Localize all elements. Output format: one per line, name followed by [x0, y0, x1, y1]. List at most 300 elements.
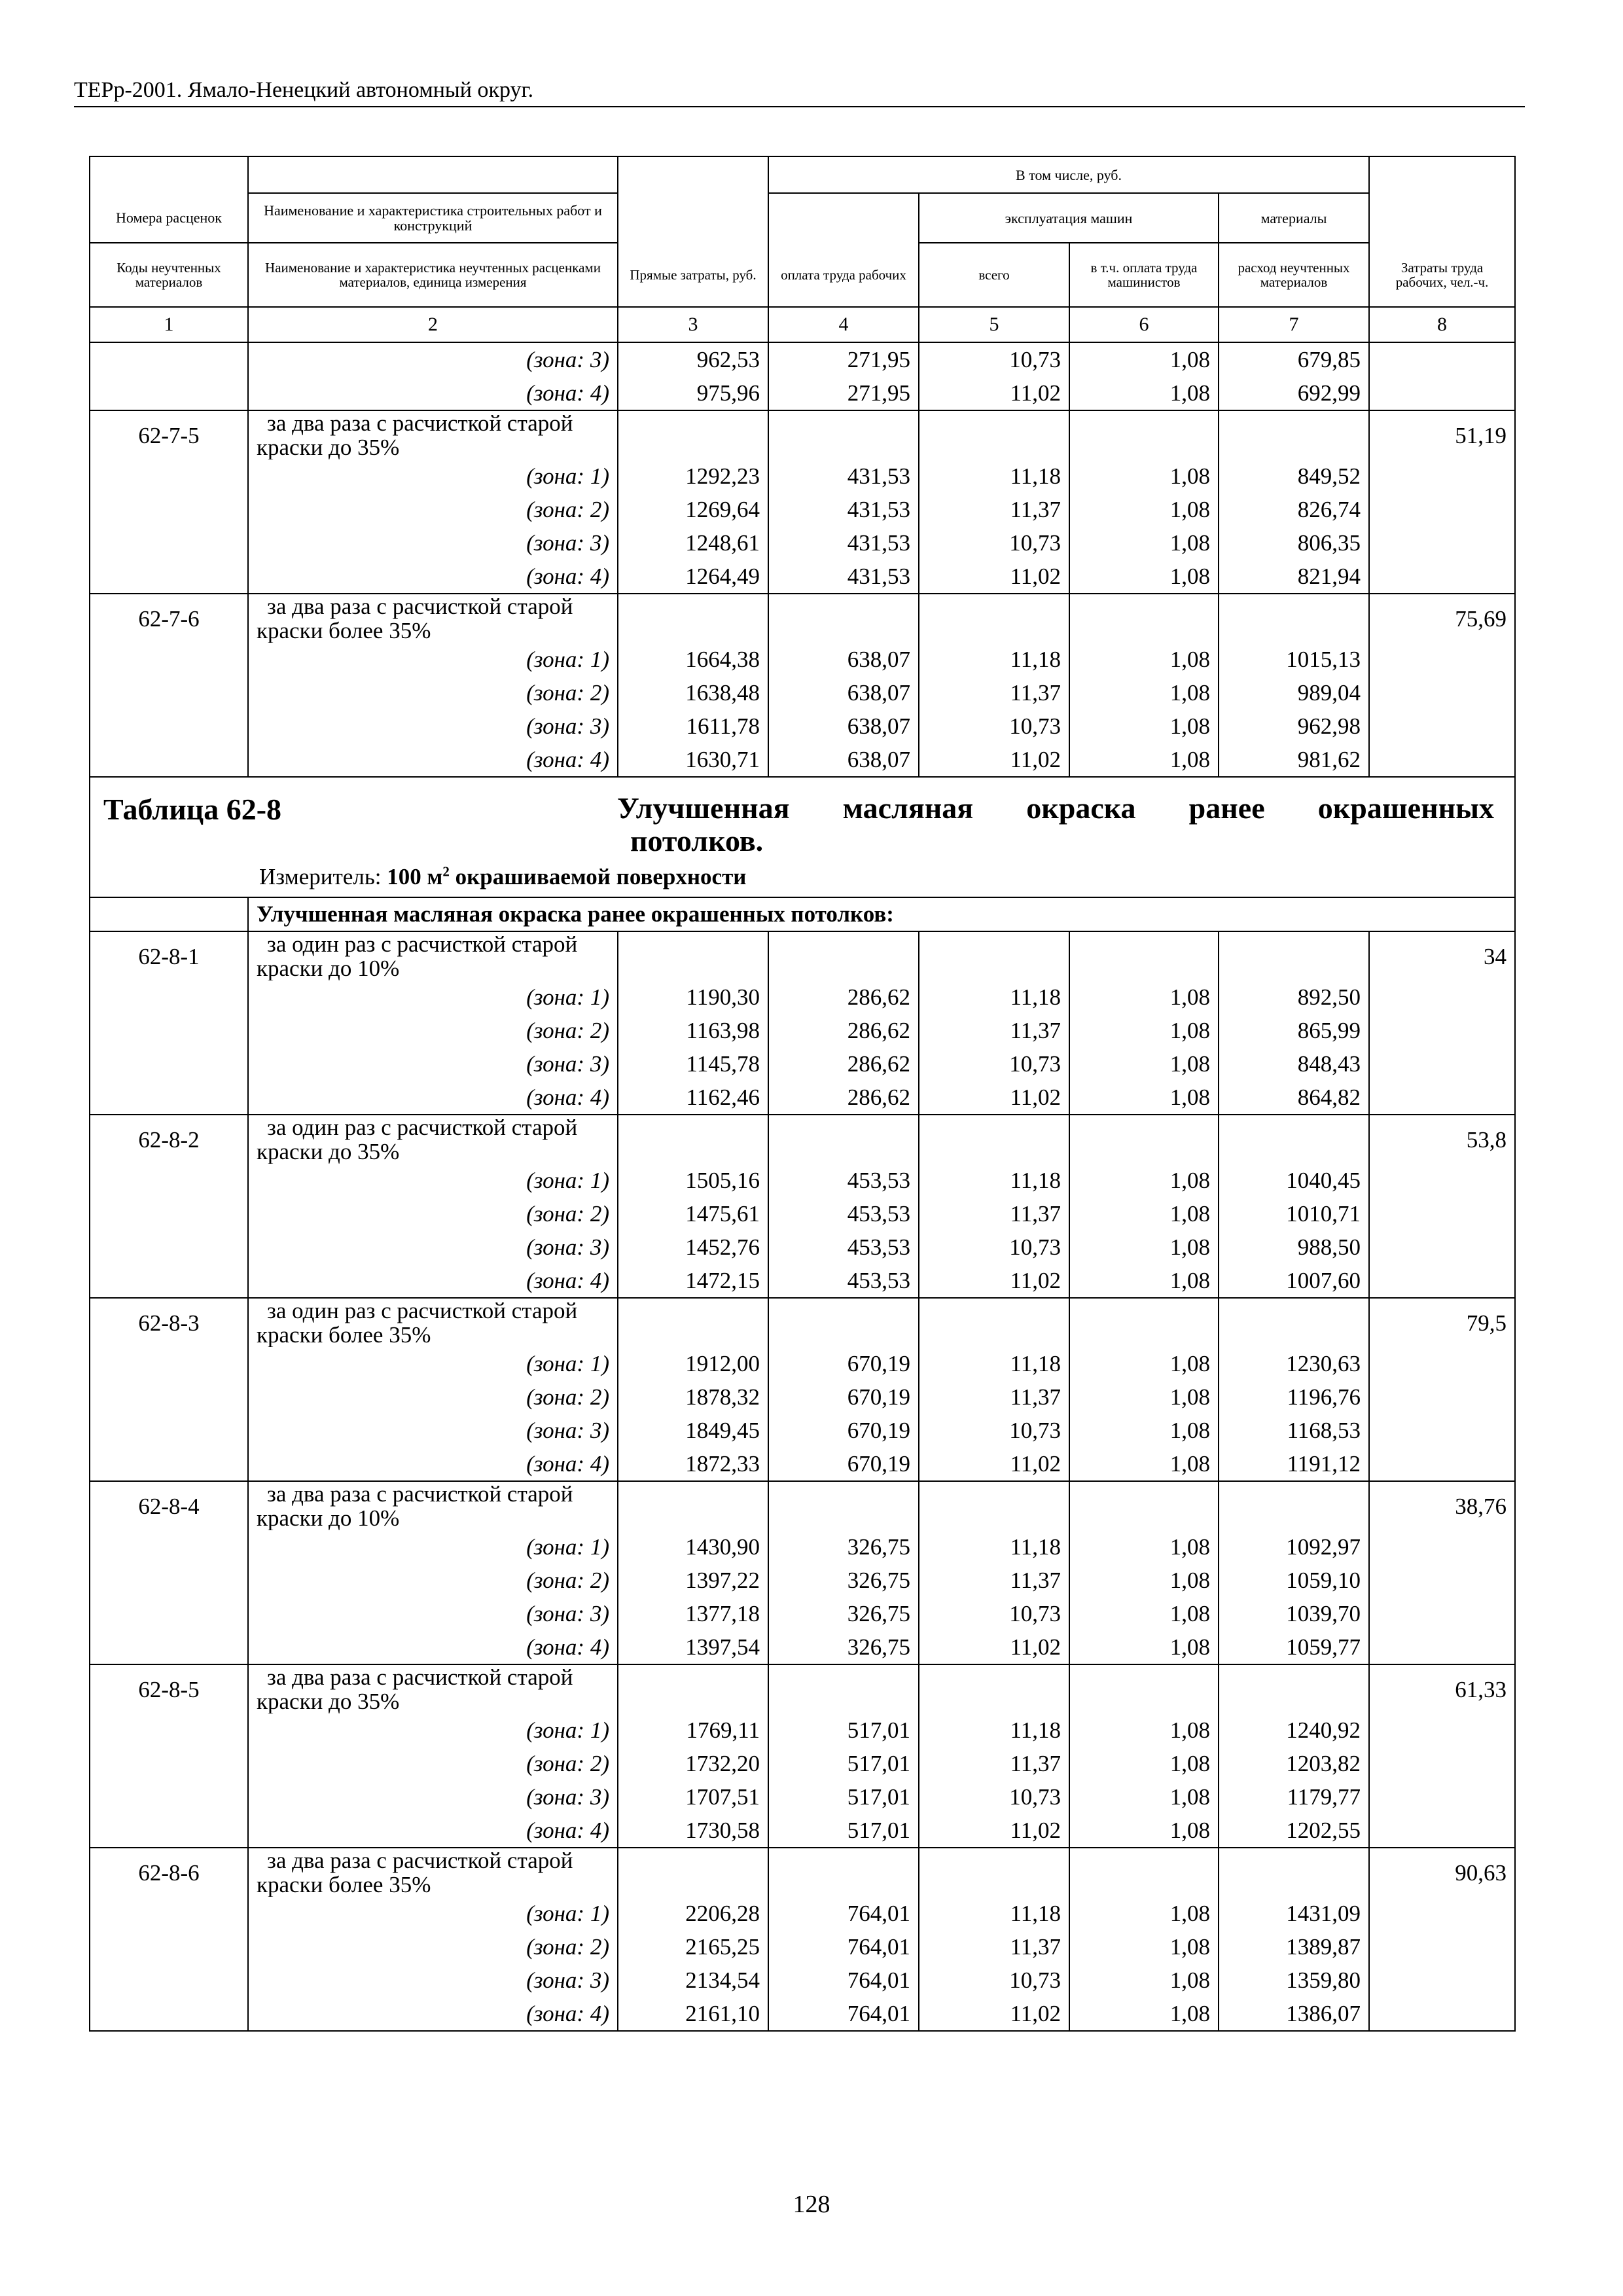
code-cell-empty: [90, 376, 248, 410]
value-cell: 11,02: [919, 1814, 1069, 1848]
rate-row: [90, 1298, 1515, 1347]
table-row: [90, 1081, 1515, 1115]
rate-row: [90, 410, 1515, 459]
table-row: [90, 526, 1515, 560]
labor-cell-empty: [1369, 1630, 1515, 1664]
value-cell-empty: [1219, 1115, 1369, 1164]
value-cell: 1,08: [1069, 1630, 1219, 1664]
value-cell: 1630,71: [618, 743, 768, 777]
value-cell: 10,73: [919, 1964, 1069, 1997]
code-cell-empty: [90, 1930, 248, 1964]
code-cell-empty: [90, 1081, 248, 1115]
value-cell: 821,94: [1219, 560, 1369, 594]
value-cell: 849,52: [1219, 459, 1369, 493]
zone-label: (зона: 1): [248, 1713, 618, 1747]
value-cell: 864,82: [1219, 1081, 1369, 1115]
column-number: 7: [1219, 307, 1369, 342]
value-cell: 1475,61: [618, 1197, 768, 1230]
value-cell: 11,37: [919, 1747, 1069, 1780]
value-cell-empty: [1069, 594, 1219, 643]
value-cell: 326,75: [768, 1530, 919, 1564]
header-rate-numbers: Номера расценок: [90, 193, 248, 243]
rate-description: [248, 594, 618, 643]
value-cell-empty: [618, 1664, 768, 1713]
zone-label: (зона: 1): [248, 1347, 618, 1380]
value-cell: 1190,30: [618, 980, 768, 1014]
zone-label: (зона: 3): [248, 709, 618, 743]
value-cell: 1,08: [1069, 1447, 1219, 1481]
section-heading-row: [90, 897, 1515, 931]
value-cell: 453,53: [768, 1197, 919, 1230]
value-cell-empty: [618, 594, 768, 643]
zone-label: (зона: 1): [248, 980, 618, 1014]
value-cell: 1292,23: [618, 459, 768, 493]
zone-label: (зона: 2): [248, 1197, 618, 1230]
value-cell-empty: [1069, 1848, 1219, 1897]
value-cell: 453,53: [768, 1164, 919, 1197]
value-cell: 271,95: [768, 376, 919, 410]
value-cell-empty: [1219, 1664, 1369, 1713]
column-number: 1: [90, 307, 248, 342]
value-cell: 286,62: [768, 1047, 919, 1081]
code-cell-empty: [90, 1530, 248, 1564]
zone-label: (зона: 1): [248, 459, 618, 493]
zone-label: (зона: 3): [248, 1597, 618, 1630]
value-cell-empty: [919, 1481, 1069, 1530]
value-cell: 988,50: [1219, 1230, 1369, 1264]
labor-cell-empty: [1369, 676, 1515, 709]
value-cell: 1202,55: [1219, 1814, 1369, 1848]
header-cell-empty: [618, 156, 768, 193]
labor-costs-value: 61,33: [1369, 1664, 1515, 1713]
value-cell: 1248,61: [618, 526, 768, 560]
value-cell: 1196,76: [1219, 1380, 1369, 1414]
code-cell-empty: [90, 980, 248, 1014]
value-cell: 2206,28: [618, 1897, 768, 1930]
labor-cell-empty: [1369, 1047, 1515, 1081]
code-cell-empty: [90, 1713, 248, 1747]
value-cell: 11,18: [919, 643, 1069, 676]
labor-cell-empty: [1369, 1597, 1515, 1630]
value-cell: 11,02: [919, 1447, 1069, 1481]
table-row: [90, 1597, 1515, 1630]
value-cell: 1203,82: [1219, 1747, 1369, 1780]
value-cell: 1,08: [1069, 1564, 1219, 1597]
zone-label: (зона: 3): [248, 1964, 618, 1997]
value-cell-empty: [618, 1115, 768, 1164]
labor-cell-empty: [1369, 1564, 1515, 1597]
rate-code: 62-8-2: [90, 1115, 248, 1164]
value-cell: 1,08: [1069, 493, 1219, 526]
value-cell: 638,07: [768, 676, 919, 709]
value-cell: 517,01: [768, 1780, 919, 1814]
value-cell: 453,53: [768, 1264, 919, 1298]
rate-description: [248, 410, 618, 459]
value-cell: 1240,92: [1219, 1713, 1369, 1747]
value-cell: 1,08: [1069, 1380, 1219, 1414]
table-row: [90, 1164, 1515, 1197]
value-cell: 670,19: [768, 1380, 919, 1414]
value-cell-empty: [919, 1298, 1069, 1347]
value-cell: 11,18: [919, 980, 1069, 1014]
zone-label: (зона: 4): [248, 1447, 618, 1481]
table-row: [90, 709, 1515, 743]
labor-cell-empty: [1369, 1930, 1515, 1964]
zone-label: (зона: 2): [248, 676, 618, 709]
table-row: [90, 1930, 1515, 1964]
column-number: 2: [248, 307, 618, 342]
code-cell-empty: [90, 1164, 248, 1197]
value-cell: 981,62: [1219, 743, 1369, 777]
zone-label: (зона: 4): [248, 743, 618, 777]
value-cell: 517,01: [768, 1814, 919, 1848]
table-description-continued: потолков.: [630, 824, 764, 857]
value-cell-empty: [1219, 594, 1369, 643]
table-row: [90, 643, 1515, 676]
header-cell-empty: [618, 193, 768, 243]
table-row: [90, 743, 1515, 777]
table-row: [90, 1347, 1515, 1380]
labor-cell-empty: [1369, 1380, 1515, 1414]
labor-cell-empty: [1369, 1164, 1515, 1197]
value-cell: 764,01: [768, 1930, 919, 1964]
table-row: [90, 676, 1515, 709]
rate-row: [90, 1848, 1515, 1897]
code-cell-empty: [90, 1380, 248, 1414]
labor-cell-empty: [1369, 1230, 1515, 1264]
table-row: [90, 1780, 1515, 1814]
value-cell: 1,08: [1069, 1081, 1219, 1115]
value-cell: 638,07: [768, 709, 919, 743]
code-cell-empty: [90, 1230, 248, 1264]
code-cell-empty: [90, 643, 248, 676]
header-in-total: В том числе, руб.: [768, 156, 1369, 193]
table-row: [90, 1897, 1515, 1930]
value-cell: 1,08: [1069, 526, 1219, 560]
zone-label: (зона: 4): [248, 1630, 618, 1664]
labor-costs-value: 34: [1369, 931, 1515, 980]
value-cell: 1,08: [1069, 743, 1219, 777]
value-cell: 11,37: [919, 1197, 1069, 1230]
labor-cell-empty: [1369, 1347, 1515, 1380]
value-cell: 326,75: [768, 1597, 919, 1630]
value-cell: 1,08: [1069, 709, 1219, 743]
table-row: [90, 1047, 1515, 1081]
table-row: [90, 493, 1515, 526]
value-cell: 453,53: [768, 1230, 919, 1264]
value-cell: 11,37: [919, 1380, 1069, 1414]
value-cell: 679,85: [1219, 342, 1369, 376]
value-cell: 1,08: [1069, 459, 1219, 493]
table-row: [90, 1197, 1515, 1230]
value-cell: 1,08: [1069, 1597, 1219, 1630]
value-cell: 1472,15: [618, 1264, 768, 1298]
table-row: [90, 1713, 1515, 1747]
value-cell-empty: [1069, 1298, 1219, 1347]
header-rule: [74, 106, 1525, 107]
labor-cell-empty: [1369, 1713, 1515, 1747]
value-cell: 1,08: [1069, 1964, 1219, 1997]
header-material-name: Наименование и характеристика неучтенных расценками материалов, единица измерения: [248, 243, 618, 307]
value-cell: 10,73: [919, 342, 1069, 376]
value-cell: 1059,77: [1219, 1630, 1369, 1664]
value-cell: 1007,60: [1219, 1264, 1369, 1298]
value-cell: 431,53: [768, 493, 919, 526]
value-cell: 326,75: [768, 1564, 919, 1597]
zone-label: (зона: 4): [248, 376, 618, 410]
value-cell: 1040,45: [1219, 1164, 1369, 1197]
value-cell: 1059,10: [1219, 1564, 1369, 1597]
value-cell: 638,07: [768, 643, 919, 676]
value-cell: 11,18: [919, 1530, 1069, 1564]
rate-description-line: за один раз с расчисткой старой: [267, 1115, 578, 1140]
value-cell-empty: [1069, 1481, 1219, 1530]
rate-description: [248, 1115, 618, 1164]
rate-row: [90, 931, 1515, 980]
value-cell: 1377,18: [618, 1597, 768, 1630]
value-cell: 10,73: [919, 1230, 1069, 1264]
value-cell-empty: [618, 1481, 768, 1530]
value-cell: 1,08: [1069, 1747, 1219, 1780]
labor-cell-empty: [1369, 459, 1515, 493]
labor-cell-empty: [1369, 1414, 1515, 1447]
value-cell: 11,02: [919, 1997, 1069, 2031]
table-row: [90, 1447, 1515, 1481]
rate-description: [248, 931, 618, 980]
value-cell: 431,53: [768, 560, 919, 594]
column-number: 6: [1069, 307, 1219, 342]
zone-label: (зона: 3): [248, 1414, 618, 1447]
value-cell: 1,08: [1069, 1897, 1219, 1930]
code-cell-empty: [90, 493, 248, 526]
value-cell: 10,73: [919, 709, 1069, 743]
labor-cell-empty: [1369, 709, 1515, 743]
zone-label: (зона: 3): [248, 1780, 618, 1814]
rate-row: [90, 1115, 1515, 1164]
value-cell: 11,02: [919, 1081, 1069, 1115]
value-cell: 10,73: [919, 1597, 1069, 1630]
value-cell: 2161,10: [618, 1997, 768, 2031]
labor-cell-empty: [1369, 1197, 1515, 1230]
zone-label: (зона: 2): [248, 1747, 618, 1780]
labor-costs-value: 79,5: [1369, 1298, 1515, 1347]
rates-table: [89, 156, 1516, 2032]
labor-cell-empty: [1369, 1814, 1515, 1848]
zone-label: (зона: 4): [248, 1814, 618, 1848]
value-cell-empty: [768, 931, 919, 980]
header-machines: эксплуатация машин: [919, 193, 1219, 243]
measure-value: [387, 864, 746, 889]
table-row: [90, 1014, 1515, 1047]
value-cell: 806,35: [1219, 526, 1369, 560]
header-unaccounted-materials: расход неучтенных материалов: [1219, 243, 1369, 307]
code-cell-empty: [90, 342, 248, 376]
rate-code: 62-8-1: [90, 931, 248, 980]
rate-code: 62-8-4: [90, 1481, 248, 1530]
table-description: Улучшенная масляная окраска ранее окрашенных: [617, 791, 1494, 825]
value-cell-empty: [768, 1848, 919, 1897]
code-cell-empty: [90, 1447, 248, 1481]
labor-costs-value: 53,8: [1369, 1115, 1515, 1164]
rate-description-line: краски до 10%: [257, 956, 400, 980]
value-cell: 1,08: [1069, 1047, 1219, 1081]
value-cell: 10,73: [919, 526, 1069, 560]
value-cell-empty: [768, 1115, 919, 1164]
labor-cell-empty: [1369, 1747, 1515, 1780]
header-material-codes: Коды неучтенных материалов: [90, 243, 248, 307]
code-cell-empty: [90, 1814, 248, 1848]
value-cell: 11,37: [919, 1564, 1069, 1597]
page-number: 128: [793, 2191, 830, 2218]
value-cell: 10,73: [919, 1780, 1069, 1814]
zone-label: (зона: 3): [248, 342, 618, 376]
table-name: Таблица 62-8: [103, 793, 282, 826]
zone-label: (зона: 3): [248, 526, 618, 560]
column-number: 8: [1369, 307, 1515, 342]
value-cell-empty: [768, 1298, 919, 1347]
labor-cell-empty: [1369, 560, 1515, 594]
code-cell-empty: [90, 1014, 248, 1047]
value-cell: 431,53: [768, 459, 919, 493]
value-cell-empty: [1069, 410, 1219, 459]
labor-cell-empty: [1369, 1780, 1515, 1814]
value-cell: 326,75: [768, 1630, 919, 1664]
table-row: [90, 1264, 1515, 1298]
value-cell: 1269,64: [618, 493, 768, 526]
code-cell-empty: [90, 1964, 248, 1997]
table-row: [90, 1564, 1515, 1597]
labor-cell-empty: [1369, 1264, 1515, 1298]
value-cell: 1039,70: [1219, 1597, 1369, 1630]
value-cell: 1611,78: [618, 709, 768, 743]
value-cell: 826,74: [1219, 493, 1369, 526]
rate-description-line: за один раз с расчисткой старой: [267, 931, 578, 957]
value-cell: 11,02: [919, 1630, 1069, 1664]
value-cell: 1730,58: [618, 1814, 768, 1848]
value-cell-empty: [1219, 1481, 1369, 1530]
value-cell: 1431,09: [1219, 1897, 1369, 1930]
table-row: [90, 980, 1515, 1014]
labor-costs-value: 38,76: [1369, 1481, 1515, 1530]
zone-label: (зона: 4): [248, 1081, 618, 1115]
value-cell: 1386,07: [1219, 1997, 1369, 2031]
value-cell: 11,02: [919, 1264, 1069, 1298]
labor-costs-value: 75,69: [1369, 594, 1515, 643]
rate-description: [248, 1481, 618, 1530]
table-row: [90, 560, 1515, 594]
value-cell: 1849,45: [618, 1414, 768, 1447]
code-cell-empty: [90, 709, 248, 743]
value-cell: 286,62: [768, 980, 919, 1014]
value-cell: 1230,63: [1219, 1347, 1369, 1380]
value-cell: 989,04: [1219, 676, 1369, 709]
labor-cell-empty: [1369, 493, 1515, 526]
header-worker-pay: оплата труда рабочих: [768, 243, 919, 307]
labor-cell-empty: [1369, 1081, 1515, 1115]
value-cell: 1638,48: [618, 676, 768, 709]
value-cell: 517,01: [768, 1713, 919, 1747]
rate-description: [248, 1664, 618, 1713]
rate-row: [90, 1664, 1515, 1713]
rate-description-line: краски до 35%: [257, 1139, 400, 1164]
value-cell: 11,02: [919, 560, 1069, 594]
value-cell: 1,08: [1069, 1530, 1219, 1564]
value-cell-empty: [919, 1664, 1069, 1713]
table-title-row: [90, 777, 1515, 897]
value-cell-empty: [1219, 931, 1369, 980]
measure-prefix: Измеритель:: [259, 864, 382, 889]
rate-code: 62-8-6: [90, 1848, 248, 1897]
column-number: 4: [768, 307, 919, 342]
labor-cell-empty: [1369, 980, 1515, 1014]
rate-description-line: за два раза с расчисткой старой: [267, 1481, 573, 1507]
value-cell: 1,08: [1069, 1713, 1219, 1747]
value-cell: 10,73: [919, 1047, 1069, 1081]
zone-label: (зона: 4): [248, 1264, 618, 1298]
value-cell-empty: [1219, 1848, 1369, 1897]
zone-label: (зона: 2): [248, 1930, 618, 1964]
labor-cell-empty: [1369, 526, 1515, 560]
header-cell-empty: [1369, 156, 1515, 193]
zone-label: (зона: 1): [248, 1164, 618, 1197]
header-cell-empty: [1369, 193, 1515, 243]
code-cell-empty: [90, 1414, 248, 1447]
table-row: [90, 459, 1515, 493]
rate-description: [248, 1298, 618, 1347]
measure-unit: [259, 864, 1501, 890]
page-header-title: ТЕРр-2001. Ямало-Ненецкий автономный округ.: [74, 78, 534, 102]
code-cell-empty: [90, 459, 248, 493]
zone-label: (зона: 2): [248, 1564, 618, 1597]
value-cell: 1264,49: [618, 560, 768, 594]
section-heading-empty: [90, 897, 248, 931]
measure-suffix: окрашиваемой поверхности: [455, 864, 747, 889]
value-cell: 1179,77: [1219, 1780, 1369, 1814]
value-cell: 1,08: [1069, 1347, 1219, 1380]
labor-cell-empty: [1369, 1530, 1515, 1564]
value-cell: 1,08: [1069, 1197, 1219, 1230]
rate-description-line: краски до 10%: [257, 1505, 400, 1530]
table-row: [90, 1630, 1515, 1664]
labor-cell-empty: [1369, 1447, 1515, 1481]
code-cell-empty: [90, 1047, 248, 1081]
code-cell-empty: [90, 1197, 248, 1230]
value-cell: 11,02: [919, 376, 1069, 410]
rate-description: [248, 1848, 618, 1897]
value-cell: 848,43: [1219, 1047, 1369, 1081]
code-cell-empty: [90, 1597, 248, 1630]
code-cell-empty: [90, 560, 248, 594]
value-cell: 11,18: [919, 1897, 1069, 1930]
table-title-cell: [90, 777, 1515, 897]
value-cell-empty: [768, 1481, 919, 1530]
value-cell: 1,08: [1069, 1414, 1219, 1447]
value-cell-empty: [1219, 1298, 1369, 1347]
value-cell: 286,62: [768, 1014, 919, 1047]
value-cell: 865,99: [1219, 1014, 1369, 1047]
zone-label: (зона: 4): [248, 1997, 618, 2031]
labor-cell-empty: [1369, 376, 1515, 410]
table-row: [90, 342, 1515, 376]
value-cell: 11,37: [919, 1930, 1069, 1964]
labor-cell-empty: [1369, 1964, 1515, 1997]
value-cell: 517,01: [768, 1747, 919, 1780]
value-cell: 1191,12: [1219, 1447, 1369, 1481]
value-cell-empty: [1069, 1115, 1219, 1164]
value-cell: 11,18: [919, 1713, 1069, 1747]
value-cell: 1389,87: [1219, 1930, 1369, 1964]
value-cell-empty: [919, 1848, 1069, 1897]
